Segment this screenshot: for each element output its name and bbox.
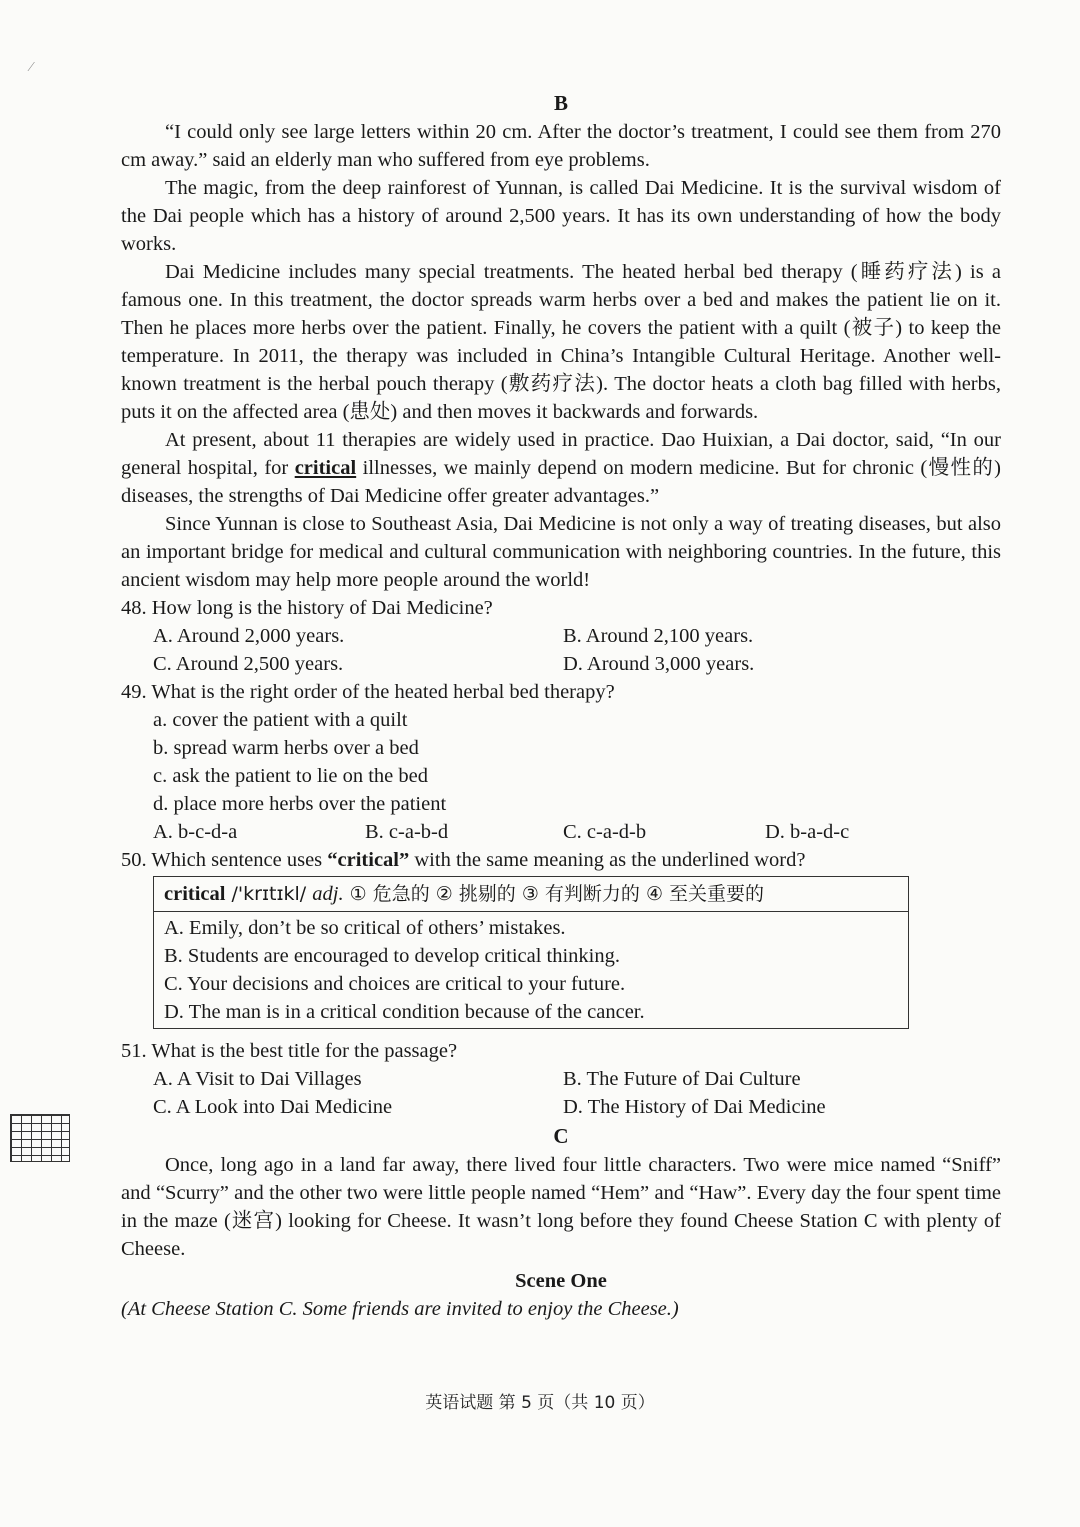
q48-option-c: C. Around 2,500 years. <box>153 653 344 675</box>
q50-option-b: B. Students are encouraged to develop critical thinking. <box>164 945 620 967</box>
section-c-heading: C <box>553 1124 569 1148</box>
q50-option-a: A. Emily, don’t be so critical of others’ mistakes. <box>164 917 566 939</box>
passage-b-paragraph-5: Since Yunnan is close to Southeast Asia, Dai Medicine is not only a way of treating diseases, but also an important bridge for medical and cultural communication with neighboring countries. In the future, this ancient wisdom may help more people around the world! <box>121 513 1001 591</box>
question-50 <box>121 846 1001 874</box>
q49-step-a: a. cover the patient with a quilt <box>153 709 408 731</box>
passage-b-paragraph-3: Dai Medicine includes many special treatments. The heated herbal bed therapy (睡药疗法) is a famous one. In this treatment, the doctor spreads warm herbs over a bed and makes the patient lie on it. Then he places more herbs over the patient. Finally, he covers the patient with a quilt (被子) to keep the temperature. In 2011, the therapy was included in China’s Intangible Cultural Heritage. Another well-known treatment is the herbal pouch therapy (敷药疗法). The doctor heats a cloth bag filled with herbs, puts it on the affected area (患处) and then moves it backwards and forwards. <box>121 261 1001 423</box>
p4-text-before: At present, about 11 therapies are widely used in practice. Dao Huixian, a Dai doctor, said, “In our general hospital, for <box>121 429 1001 479</box>
definition-options <box>154 912 908 1028</box>
section-b-heading: B <box>553 91 568 115</box>
q49-step-d: d. place more herbs over the patient <box>153 793 447 815</box>
passage-b-paragraph-2: The magic, from the deep rainforest of Yunnan, is called Dai Medicine. It is the survival wisdom of the Dai people which has a history of around 2,500 years. It has its own understanding of how the body works. <box>121 177 1001 255</box>
definition-senses: ① 危急的 ② 挑剔的 ③ 有判断力的 ④ 至关重要的 <box>343 883 765 905</box>
q50-option-c: C. Your decisions and choices are critical to your future. <box>164 973 626 995</box>
definition-box <box>153 876 909 1029</box>
q51-option-d: D. The History of Dai Medicine <box>563 1096 826 1118</box>
question-49-steps <box>153 706 1001 818</box>
q49-option-a: A. b-c-d-a <box>153 821 238 843</box>
passage-b-paragraph-1: “I could only see large letters within 20 cm. After the doctor’s treatment, I could see them from 270 cm away.” said an elderly man who suffered from eye problems. <box>121 121 1001 171</box>
question-49: 49. What is the right order of the heated herbal bed therapy? <box>121 681 615 703</box>
question-48-options <box>153 622 1001 678</box>
underlined-word-critical: critical <box>294 457 357 479</box>
q49-option-c: C. c-a-d-b <box>563 821 647 843</box>
definition-phonetic: /'krɪtɪkl/ <box>225 883 313 905</box>
q49-step-c: c. ask the patient to lie on the bed <box>153 765 428 787</box>
q50-option-d: D. The man is in a critical condition because of the cancer. <box>164 1001 645 1023</box>
question-51: 51. What is the best title for the passage? <box>121 1040 458 1062</box>
q50-prefix: 50. Which sentence uses <box>121 849 328 871</box>
q51-option-b: B. The Future of Dai Culture <box>563 1068 801 1090</box>
p4-text-after: illnesses, we mainly depend on modern medicine. But for chronic (慢性的) diseases, the strengths of Dai Medicine offer greater advantages.” <box>121 457 1002 507</box>
definition-header <box>154 877 908 912</box>
grid-icon <box>10 1114 70 1162</box>
q49-step-b: b. spread warm herbs over a bed <box>153 737 419 759</box>
stage-direction: (At Cheese Station C. Some friends are invited to enjoy the Cheese.) <box>121 1298 679 1320</box>
q48-option-d: D. Around 3,000 years. <box>563 653 755 675</box>
question-49-options <box>153 818 1001 846</box>
definition-pos: adj. <box>312 883 344 905</box>
definition-word: critical <box>164 883 226 905</box>
page-footer: 英语试题 第 5 页（共 10 页） <box>425 1393 655 1413</box>
question-51-options <box>153 1065 1001 1121</box>
scene-title: Scene One <box>515 1270 607 1292</box>
q49-option-d: D. b-a-d-c <box>765 821 850 843</box>
passage-c-paragraph-1: Once, long ago in a land far away, there lived four little characters. Two were mice named “Sniff” and “Scurry” and the other two were little people named “Hem” and “Haw”. Every day the four spent time in the maze (迷宫) looking for Cheese. It wasn’t long before they found Cheese Station C with plenty of Cheese. <box>121 1154 1001 1260</box>
q51-option-a: A. A Visit to Dai Villages <box>153 1068 362 1090</box>
q48-option-a: A. Around 2,000 years. <box>153 625 345 647</box>
q49-option-b: B. c-a-b-d <box>365 821 449 843</box>
q50-suffix: with the same meaning as the underlined word? <box>409 849 806 871</box>
q50-word: “critical” <box>327 849 410 871</box>
corner-mark: ⁄ <box>30 60 33 75</box>
q48-option-b: B. Around 2,100 years. <box>563 625 754 647</box>
question-48: 48. How long is the history of Dai Medicine? <box>121 597 493 619</box>
passage-b-paragraph-4 <box>121 426 1001 510</box>
q51-option-c: C. A Look into Dai Medicine <box>153 1096 393 1118</box>
page-content <box>121 88 1001 1323</box>
